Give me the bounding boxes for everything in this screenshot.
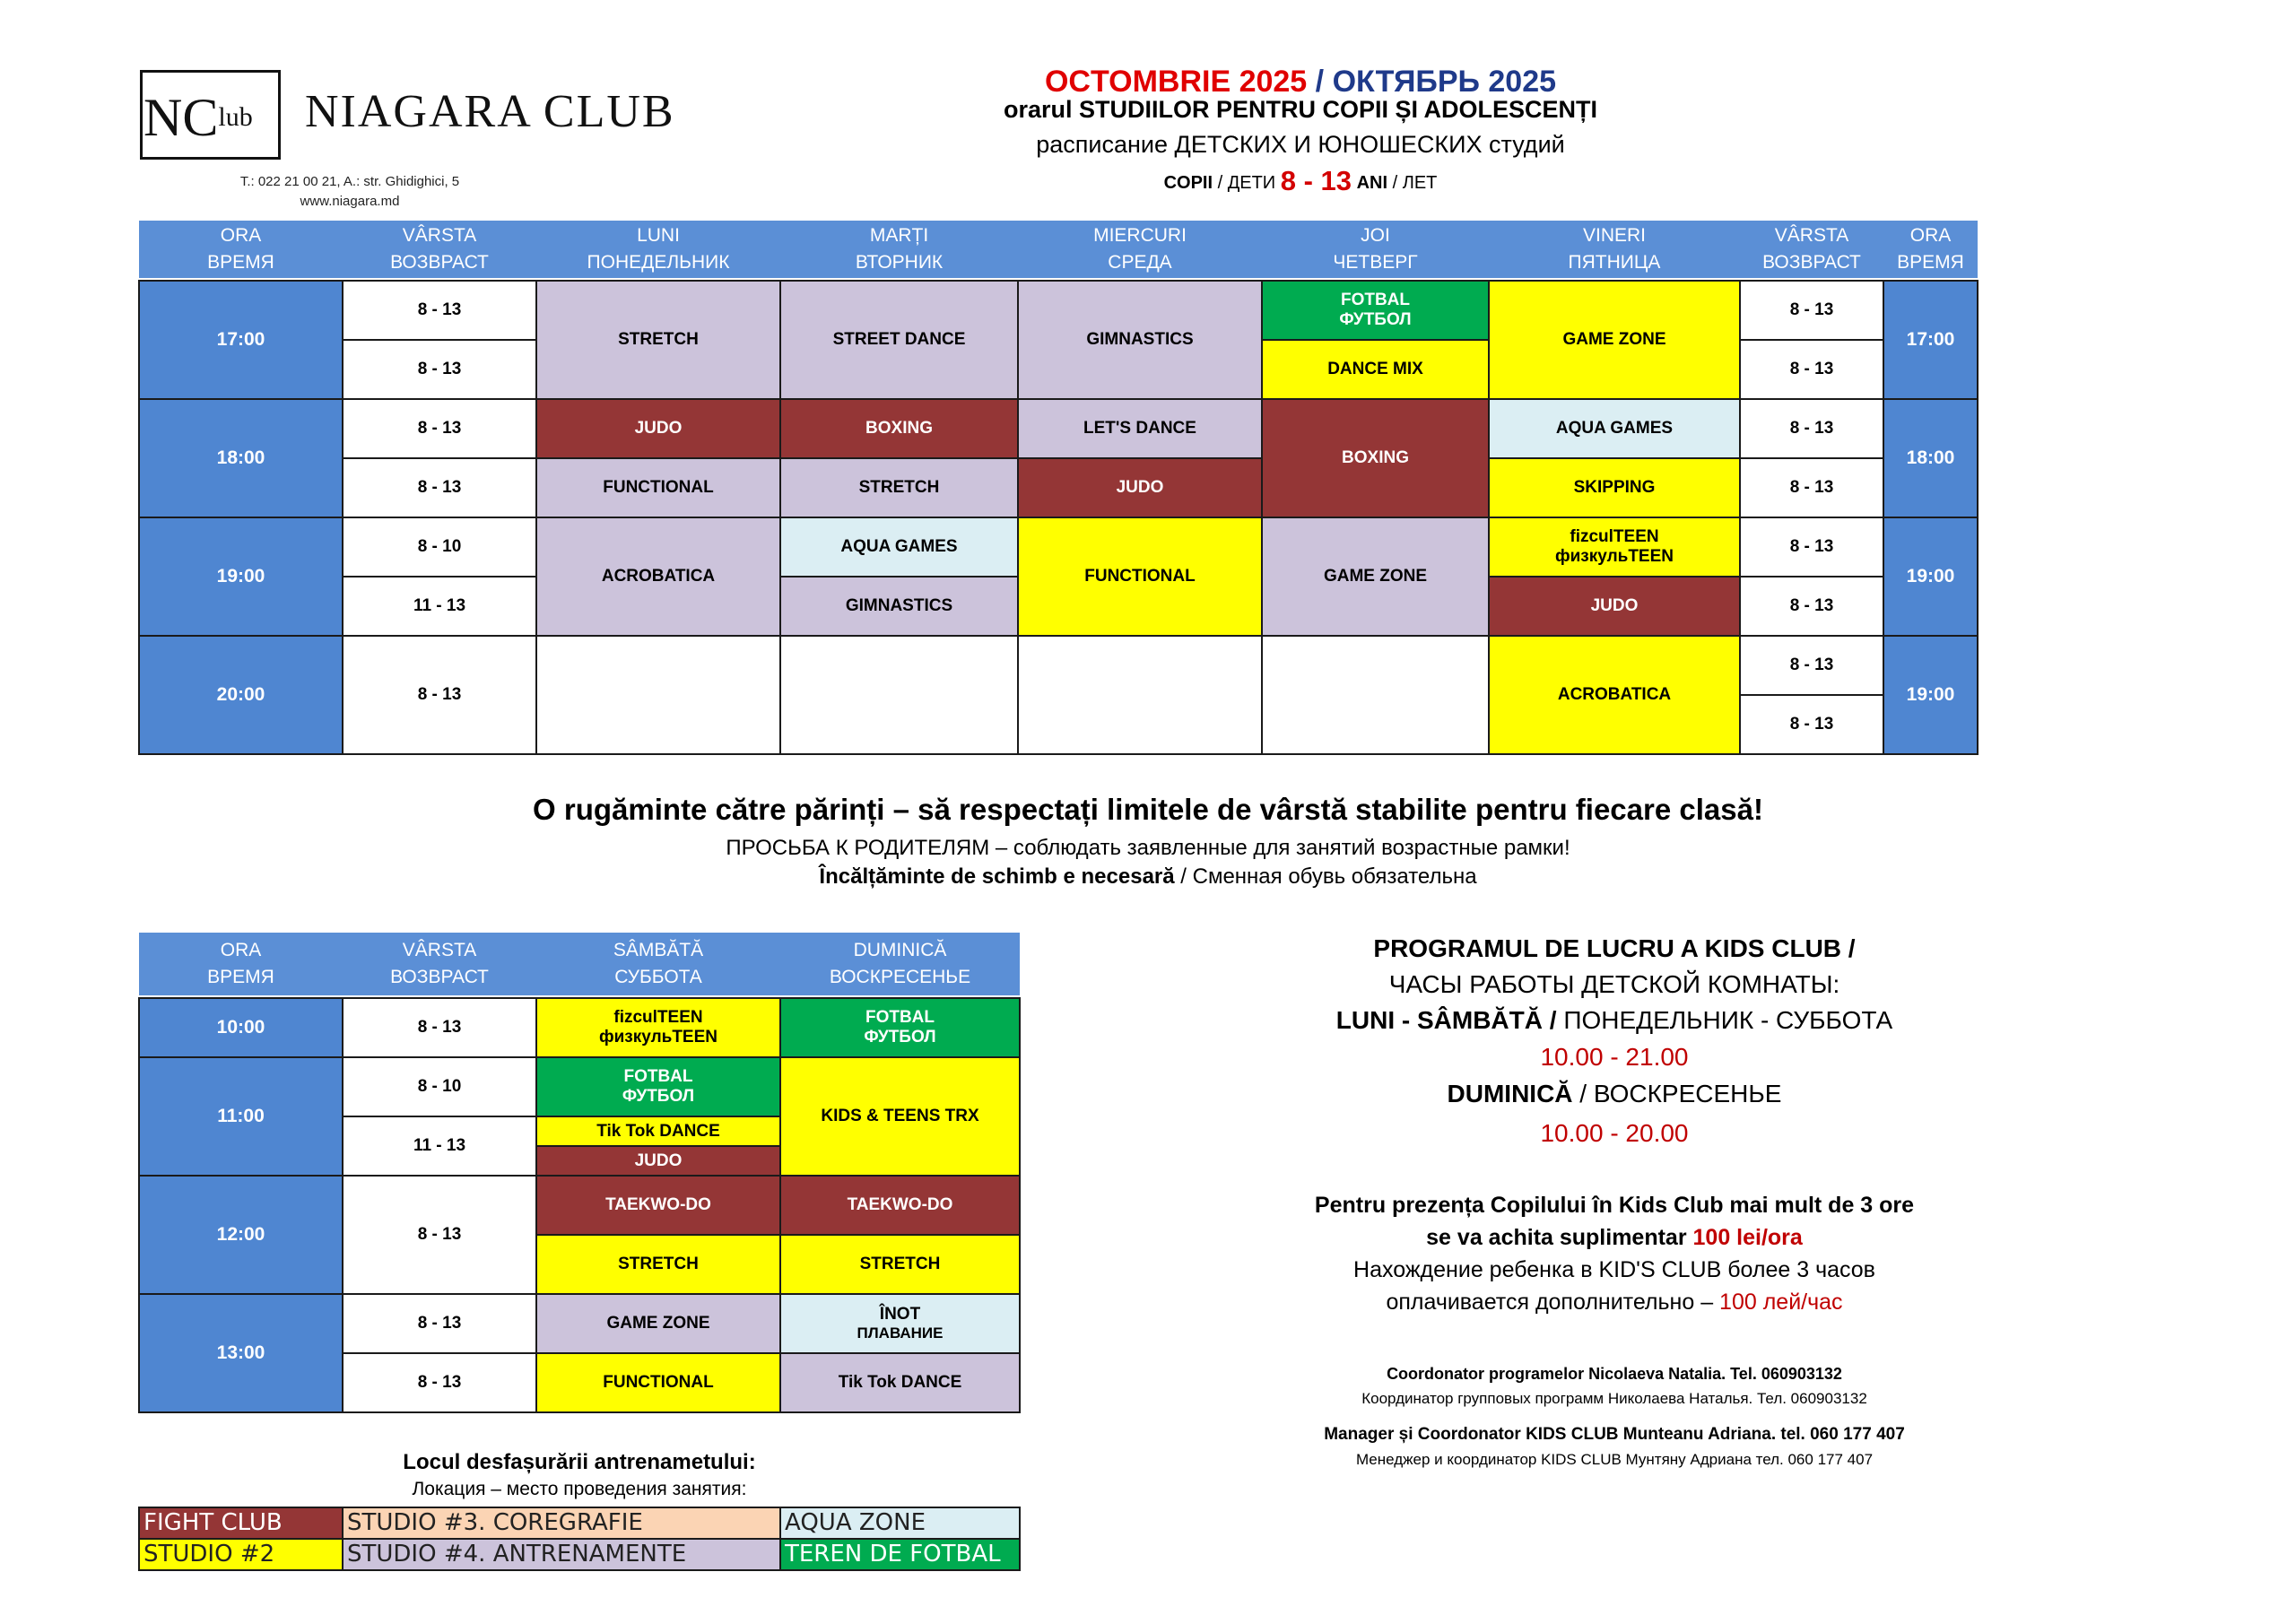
kids-club-sunday: DUMINICĂ / ВОСКРЕСЕНЬЕ (1447, 1080, 1782, 1107)
class-cell[interactable]: FUNCTIONAL (1018, 517, 1262, 636)
legend-studio-2: STUDIO #2 (139, 1539, 343, 1570)
header-wednesday: MIERCURI СРЕДА (1018, 221, 1262, 278)
class-cell[interactable]: FUNCTIONAL (536, 458, 780, 517)
age-cell: 8 - 13 (343, 1294, 536, 1353)
class-cell[interactable]: FOTBAL ФУТБОЛ (536, 1057, 780, 1116)
locations-title-ru: Локация – место проведения занятия: (412, 1479, 747, 1499)
age-cell: 8 - 10 (343, 1057, 536, 1116)
table-row (139, 399, 1978, 458)
age-range: 8 - 13 (1280, 165, 1352, 196)
age-cell: 8 - 13 (343, 399, 536, 458)
class-cell[interactable]: GAME ZONE (1489, 281, 1740, 399)
header-monday: LUNI ПОНЕДЕЛЬНИК (536, 221, 780, 278)
kids-club-title-ro: PROGRAMUL DE LUCRU A KIDS CLUB / (1373, 934, 1856, 962)
class-cell[interactable]: TAEKWO-DO (780, 1176, 1020, 1235)
time-cell: 20:00 (139, 636, 343, 754)
locations-title-ro: Locul desfașurării antrenametului: (403, 1450, 756, 1474)
coordinator-ru: Координатор групповых программ Николаева Наталья. Тел. 060903132 (1361, 1390, 1867, 1407)
shoes-notice-ru: / Сменная обувь обязательна (1174, 864, 1477, 889)
class-cell[interactable]: TAEKWO-DO (536, 1176, 780, 1235)
empty-cell (1018, 636, 1262, 754)
class-cell[interactable]: ACROBATICA (1489, 636, 1740, 754)
age-cell: 8 - 13 (343, 636, 536, 754)
class-cell[interactable]: JUDO (1489, 577, 1740, 636)
table-row (139, 281, 1978, 340)
class-cell[interactable]: ACROBATICA (536, 517, 780, 636)
class-cell[interactable]: BOXING (1262, 399, 1489, 517)
header-time: ORA ВРЕМЯ (139, 221, 343, 278)
table-row (139, 1176, 1020, 1235)
class-cell[interactable]: Tik Tok DANCE (536, 1116, 780, 1146)
age-cell: 11 - 13 (343, 1116, 536, 1176)
age-cell: 8 - 13 (1740, 458, 1883, 517)
legend-studio-4: STUDIO #4. ANTRENAMENTE (343, 1539, 780, 1570)
legend-studio-3: STUDIO #3. COREGRAFIE (343, 1507, 780, 1539)
time-cell-right: 17:00 (1883, 281, 1978, 399)
time-cell-right: 19:00 (1883, 636, 1978, 754)
class-cell[interactable]: STRETCH (536, 1235, 780, 1294)
age-prefix-sep: / (1213, 173, 1228, 193)
age-cell: 8 - 13 (343, 458, 536, 517)
class-cell[interactable]: SKIPPING (1489, 458, 1740, 517)
age-cell: 8 - 13 (1740, 281, 1883, 340)
parents-notice-ru: ПРОСЬБА К РОДИТЕЛЯМ – соблюдать заявленные для занятий возрастные рамки! (726, 836, 1570, 860)
parents-notice-ro: O rugăminte către părinți – să respectați limitele de vârstă stabilite pentru fiecare clasă! (533, 793, 1763, 826)
shoes-notice (0, 864, 2296, 890)
age-prefix-ro: COPII (1163, 173, 1213, 193)
header-thursday: JOI ЧЕТВЕРГ (1262, 221, 1489, 278)
legend-aqua-zone: AQUA ZONE (780, 1507, 1020, 1539)
extra-fee-ru-2: оплачивается дополнительно – 100 лей/час (1386, 1290, 1843, 1315)
empty-cell (536, 636, 780, 754)
time-cell: 11:00 (139, 1057, 343, 1176)
class-cell[interactable]: GIMNASTICS (1018, 281, 1262, 399)
age-suffix-ro: ANI (1356, 173, 1388, 193)
class-cell[interactable]: STRETCH (536, 281, 780, 399)
legend-football-field: TEREN DE FOTBAL (780, 1539, 1020, 1570)
class-cell[interactable]: FUNCTIONAL (536, 1353, 780, 1412)
contact-address: T.: 022 21 00 21, A.: str. Ghidighici, 5 (239, 174, 460, 189)
legend-fight-club: FIGHT CLUB (139, 1507, 343, 1539)
class-cell[interactable]: JUDO (1018, 458, 1262, 517)
class-cell[interactable]: fizculTEEN физкульTEEN (1489, 517, 1740, 577)
table-row (139, 1057, 1020, 1116)
time-cell: 13:00 (139, 1294, 343, 1412)
time-cell: 19:00 (139, 517, 343, 636)
age-cell: 8 - 13 (343, 1353, 536, 1412)
age-cell: 8 - 13 (1740, 399, 1883, 458)
logo-mark (144, 77, 276, 158)
month-ru: ОКТЯБРЬ 2025 (1332, 65, 1557, 99)
age-group-line (807, 165, 1794, 197)
class-cell[interactable]: DANCE MIX (1262, 340, 1489, 399)
weekday-header-row (139, 221, 1978, 278)
weekday-schedule-table (138, 221, 1979, 755)
age-cell: 8 - 13 (343, 1176, 536, 1294)
time-cell-right: 19:00 (1883, 517, 1978, 636)
class-cell[interactable]: FOTBAL ФУТБОЛ (1262, 281, 1489, 340)
header-time-right: ORA ВРЕМЯ (1883, 221, 1978, 278)
kids-club-weekdays: LUNI - SÂMBĂTĂ / ПОНЕДЕЛЬНИК - СУББОТА (1335, 1006, 1893, 1034)
header-age: VÂRSTA ВОЗВРАСТ (343, 933, 536, 995)
class-cell[interactable]: BOXING (780, 399, 1018, 458)
subtitle-ru: расписание ДЕТСКИХ И ЮНОШЕСКИХ студий (1036, 131, 1565, 158)
header-age-right: VÂRSTA ВОЗВРАСТ (1740, 221, 1883, 278)
time-cell-right: 18:00 (1883, 399, 1978, 517)
age-prefix-ru: ДЕТИ (1227, 173, 1276, 193)
contact-website[interactable]: www.niagara.md (300, 194, 400, 209)
class-cell[interactable]: FOTBAL ФУТБОЛ (780, 998, 1020, 1057)
age-cell: 8 - 13 (1740, 517, 1883, 577)
table-row (139, 1294, 1020, 1353)
kids-club-title-ru: ЧАСЫ РАБОТЫ ДЕТСКОЙ КОМНАТЫ: (1388, 970, 1840, 998)
table-row (139, 458, 1978, 517)
kids-club-sunday-hours: 10.00 - 20.00 (1540, 1119, 1689, 1147)
header-friday: VINERI ПЯТНИЦА (1489, 221, 1740, 278)
header-time: ORA ВРЕМЯ (139, 933, 343, 995)
header-tuesday: MARȚI ВТОРНИК (780, 221, 1018, 278)
age-cell: 8 - 13 (343, 281, 536, 340)
age-suffix-sep: / (1387, 173, 1403, 193)
coordinator-ro: Coordonator programelor Nicolaeva Natalia. Tel. 060903132 (1387, 1365, 1842, 1383)
schedule-title (807, 65, 1794, 100)
class-cell[interactable]: JUDO (536, 1146, 780, 1176)
kids-club-weekdays-hours: 10.00 - 21.00 (1540, 1043, 1689, 1071)
age-cell: 8 - 13 (343, 340, 536, 399)
class-cell[interactable]: AQUA GAMES (780, 517, 1018, 577)
class-cell[interactable]: GIMNASTICS (780, 577, 1018, 636)
empty-cell (780, 636, 1018, 754)
age-cell: 8 - 13 (1740, 636, 1883, 695)
time-cell: 18:00 (139, 399, 343, 517)
manager-ru: Менеджер и координатор KIDS CLUB Мунтяну Адриана тел. 060 177 407 (1355, 1451, 1874, 1468)
age-cell: 8 - 13 (1740, 340, 1883, 399)
locations-legend (138, 1507, 1021, 1571)
class-cell[interactable]: fizculTEEN физкульTEEN (536, 998, 780, 1057)
header-sunday: DUMINICĂ ВОСКРЕСЕНЬЕ (780, 933, 1020, 995)
time-cell: 10:00 (139, 998, 343, 1057)
age-cell: 8 - 13 (1740, 577, 1883, 636)
age-cell: 8 - 13 (343, 998, 536, 1057)
subtitle-ro: orarul STUDIILOR PENTRU COPII ȘI ADOLESCENȚI (1003, 96, 1598, 123)
class-cell[interactable]: GAME ZONE (536, 1294, 780, 1353)
extra-fee-ro-2: se va achita suplimentar 100 lei/ora (1426, 1225, 1803, 1250)
class-cell[interactable]: ÎNOT ПЛАВАНИЕ (780, 1294, 1020, 1353)
table-row (139, 636, 1978, 695)
class-cell[interactable]: GAME ZONE (1262, 517, 1489, 636)
extra-fee-ro-1: Pentru prezența Copilului în Kids Club mai mult de 3 ore (1314, 1193, 1915, 1218)
class-cell[interactable]: Tik Tok DANCE (780, 1353, 1020, 1412)
extra-fee-ru-1: Нахождение ребенка в KID'S CLUB более 3 часов (1353, 1257, 1875, 1282)
class-cell[interactable]: JUDO (536, 399, 780, 458)
weekend-header-row (139, 933, 1020, 995)
header-age: VÂRSTA ВОЗВРАСТ (343, 221, 536, 278)
empty-cell (1262, 636, 1489, 754)
brand-name: NIAGARA CLUB (305, 86, 675, 137)
age-suffix-ru: ЛЕТ (1402, 173, 1438, 193)
table-row (139, 517, 1978, 577)
age-cell: 8 - 10 (343, 517, 536, 577)
class-cell[interactable]: LET'S DANCE (1018, 399, 1262, 458)
logo-sub-letters: lub (218, 102, 253, 132)
class-cell[interactable]: STRETCH (780, 458, 1018, 517)
contact-info (215, 172, 484, 212)
manager-ro: Manager și Coordonator KIDS CLUB Munteanu Adriana. tel. 060 177 407 (1324, 1425, 1905, 1444)
shoes-notice-ro: Încălțăminte de schimb e necesară (819, 864, 1175, 889)
age-cell: 11 - 13 (343, 577, 536, 636)
class-cell[interactable]: STRETCH (780, 1235, 1020, 1294)
weekend-schedule-table (138, 933, 1021, 1413)
header-saturday: SÂMBĂTĂ СУББОТА (536, 933, 780, 995)
time-cell: 17:00 (139, 281, 343, 399)
month-ro: OCTOMBRIE 2025 (1044, 65, 1308, 99)
logo-letters: NC (144, 88, 219, 147)
time-cell: 12:00 (139, 1176, 343, 1294)
class-cell[interactable]: AQUA GAMES (1489, 399, 1740, 458)
title-slash: / (1315, 65, 1325, 99)
age-cell: 8 - 13 (1740, 695, 1883, 754)
table-row (139, 998, 1020, 1057)
class-cell[interactable]: KIDS & TEENS TRX (780, 1057, 1020, 1176)
class-cell[interactable]: STREET DANCE (780, 281, 1018, 399)
